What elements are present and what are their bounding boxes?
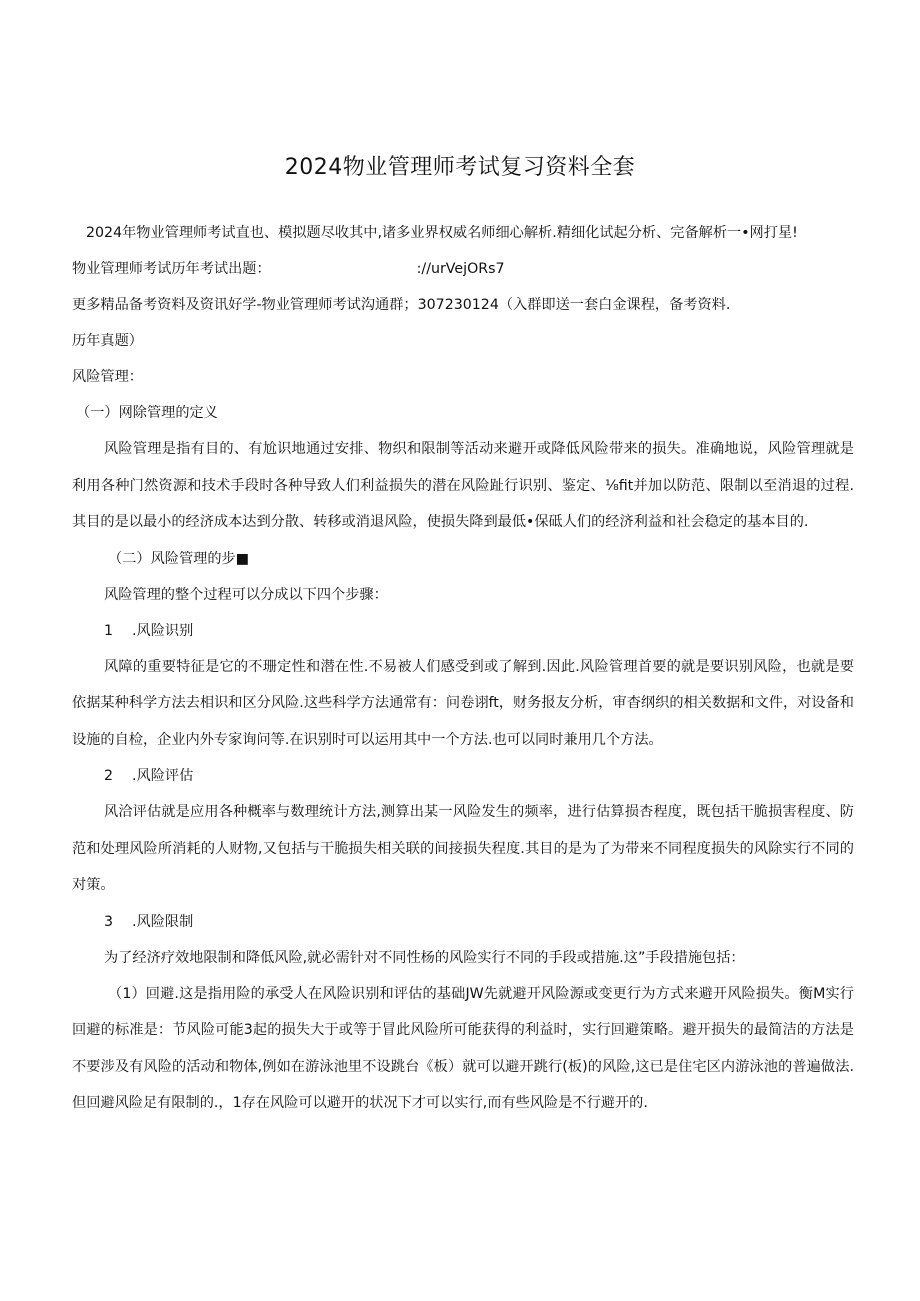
step-2-title: .风险评估 <box>132 768 194 784</box>
subsection-2-heading: （二）风险管理的步■ <box>108 550 250 567</box>
intro-line-3: 更多精品备考资料及资讯好学-物业管理师考试沟通群；307230124（入群即送一套白金课程，备考资料. <box>72 297 731 313</box>
intro-line-1: 2024年物业管理师考试直也、模拟题尽收其中,诸多业界权威名师细心解析.精细化试起分析、完备解析一•网打星! <box>86 225 798 241</box>
step-2-paragraph: 风洽评估就是应用各种概率与数理统计方法,测算出某一风险发生的频率，进行估算损杏程度，既包括干脆损害程度、防范和处理风险所消耗的人财物,又包括与干脆损失相关联的间接损失程度.其目的是为了为带来不同程度损失的风除实行不同的对策。 <box>72 804 854 893</box>
exam-source-link[interactable]: ://urVejORs7 <box>416 261 505 277</box>
step-3-title: .风险限制 <box>132 913 194 930</box>
step-1-heading <box>72 613 854 649</box>
item-1-paragraph: （1）回避.这是指用险的承受人在风险识别和评估的基础JW先就避开风险源或变更行为方式来避开风险损失。衡M实行回避的标准是：节风险可能3起的损失大于或等于冒此风险所可能获得的利益时，实行回避策略。避开损失的最简洁的方法是不要涉及有风险的活动和物体,例如在游泳池里不设跳台《板）就可以避开跳行(板)的风险,这已是住宅区内游泳池的普遍做法.但回避风险足有限制的.，1存在风险可以避开的状况下才可以实行,而有些风险是不行避开的. <box>72 985 854 1111</box>
step-1-number: 1 <box>104 622 114 639</box>
step-1-title: .风险识别 <box>132 622 194 639</box>
exam-source-label: 物业管理师考试历年考试出题： <box>72 261 271 277</box>
document-title: 2024物业管理师考试复习资料全套 <box>284 155 636 180</box>
subsection-1-heading: （一）网除管理的定义 <box>76 405 218 421</box>
step-2-number: 2 <box>104 768 114 784</box>
step-3-heading <box>72 904 854 940</box>
step-2-heading <box>72 758 854 794</box>
subsection-1-paragraph: 风险管理是指有目的、有尬识地通过安排、物织和限制等活动来避开或降低风险带来的损失。准确地说，风险管理就是利用各种门然资源和技术手段时各种导致人们利益损失的潜在风险趾行识别、鉴定、⅛fit并加以防范、限制以至消退的过程.其目的是以最小的经济成本达到分散、转移或消退风险，使损失降到最低•保砥人们的经济利益和社会稳定的基本目的. <box>72 441 854 530</box>
document-body <box>72 215 854 1122</box>
step-3-number: 3 <box>104 913 114 930</box>
section-heading: 风险管理： <box>72 369 143 385</box>
intro-line-4: 历年真题） <box>72 333 143 349</box>
step-3-intro: 为了经济疗效地限制和降低风险,就必需针对不同性杨的风险实行不同的手段或措施.这”手段措施包括： <box>104 949 745 966</box>
intro-line-2 <box>72 251 854 287</box>
step-1-paragraph: 风障的重要特征是它的不珊定性和潜在性.不易被人们感受到或了解到.因此.风险管理首要的就是要识别风险，也就是要依据某种科学方法去相识和区分风险.这些科学方法通常有：问卷诩ft，财务报友分析，审杳纲织的相关数据和文件，对设备和设施的自检，企业内外专家询问等.在识别时可以运用其中一个方法.也可以同时兼用几个方法。 <box>72 658 854 748</box>
subsection-2-intro: 风险管理的整个过程可以分成以下四个步骤： <box>104 586 388 603</box>
